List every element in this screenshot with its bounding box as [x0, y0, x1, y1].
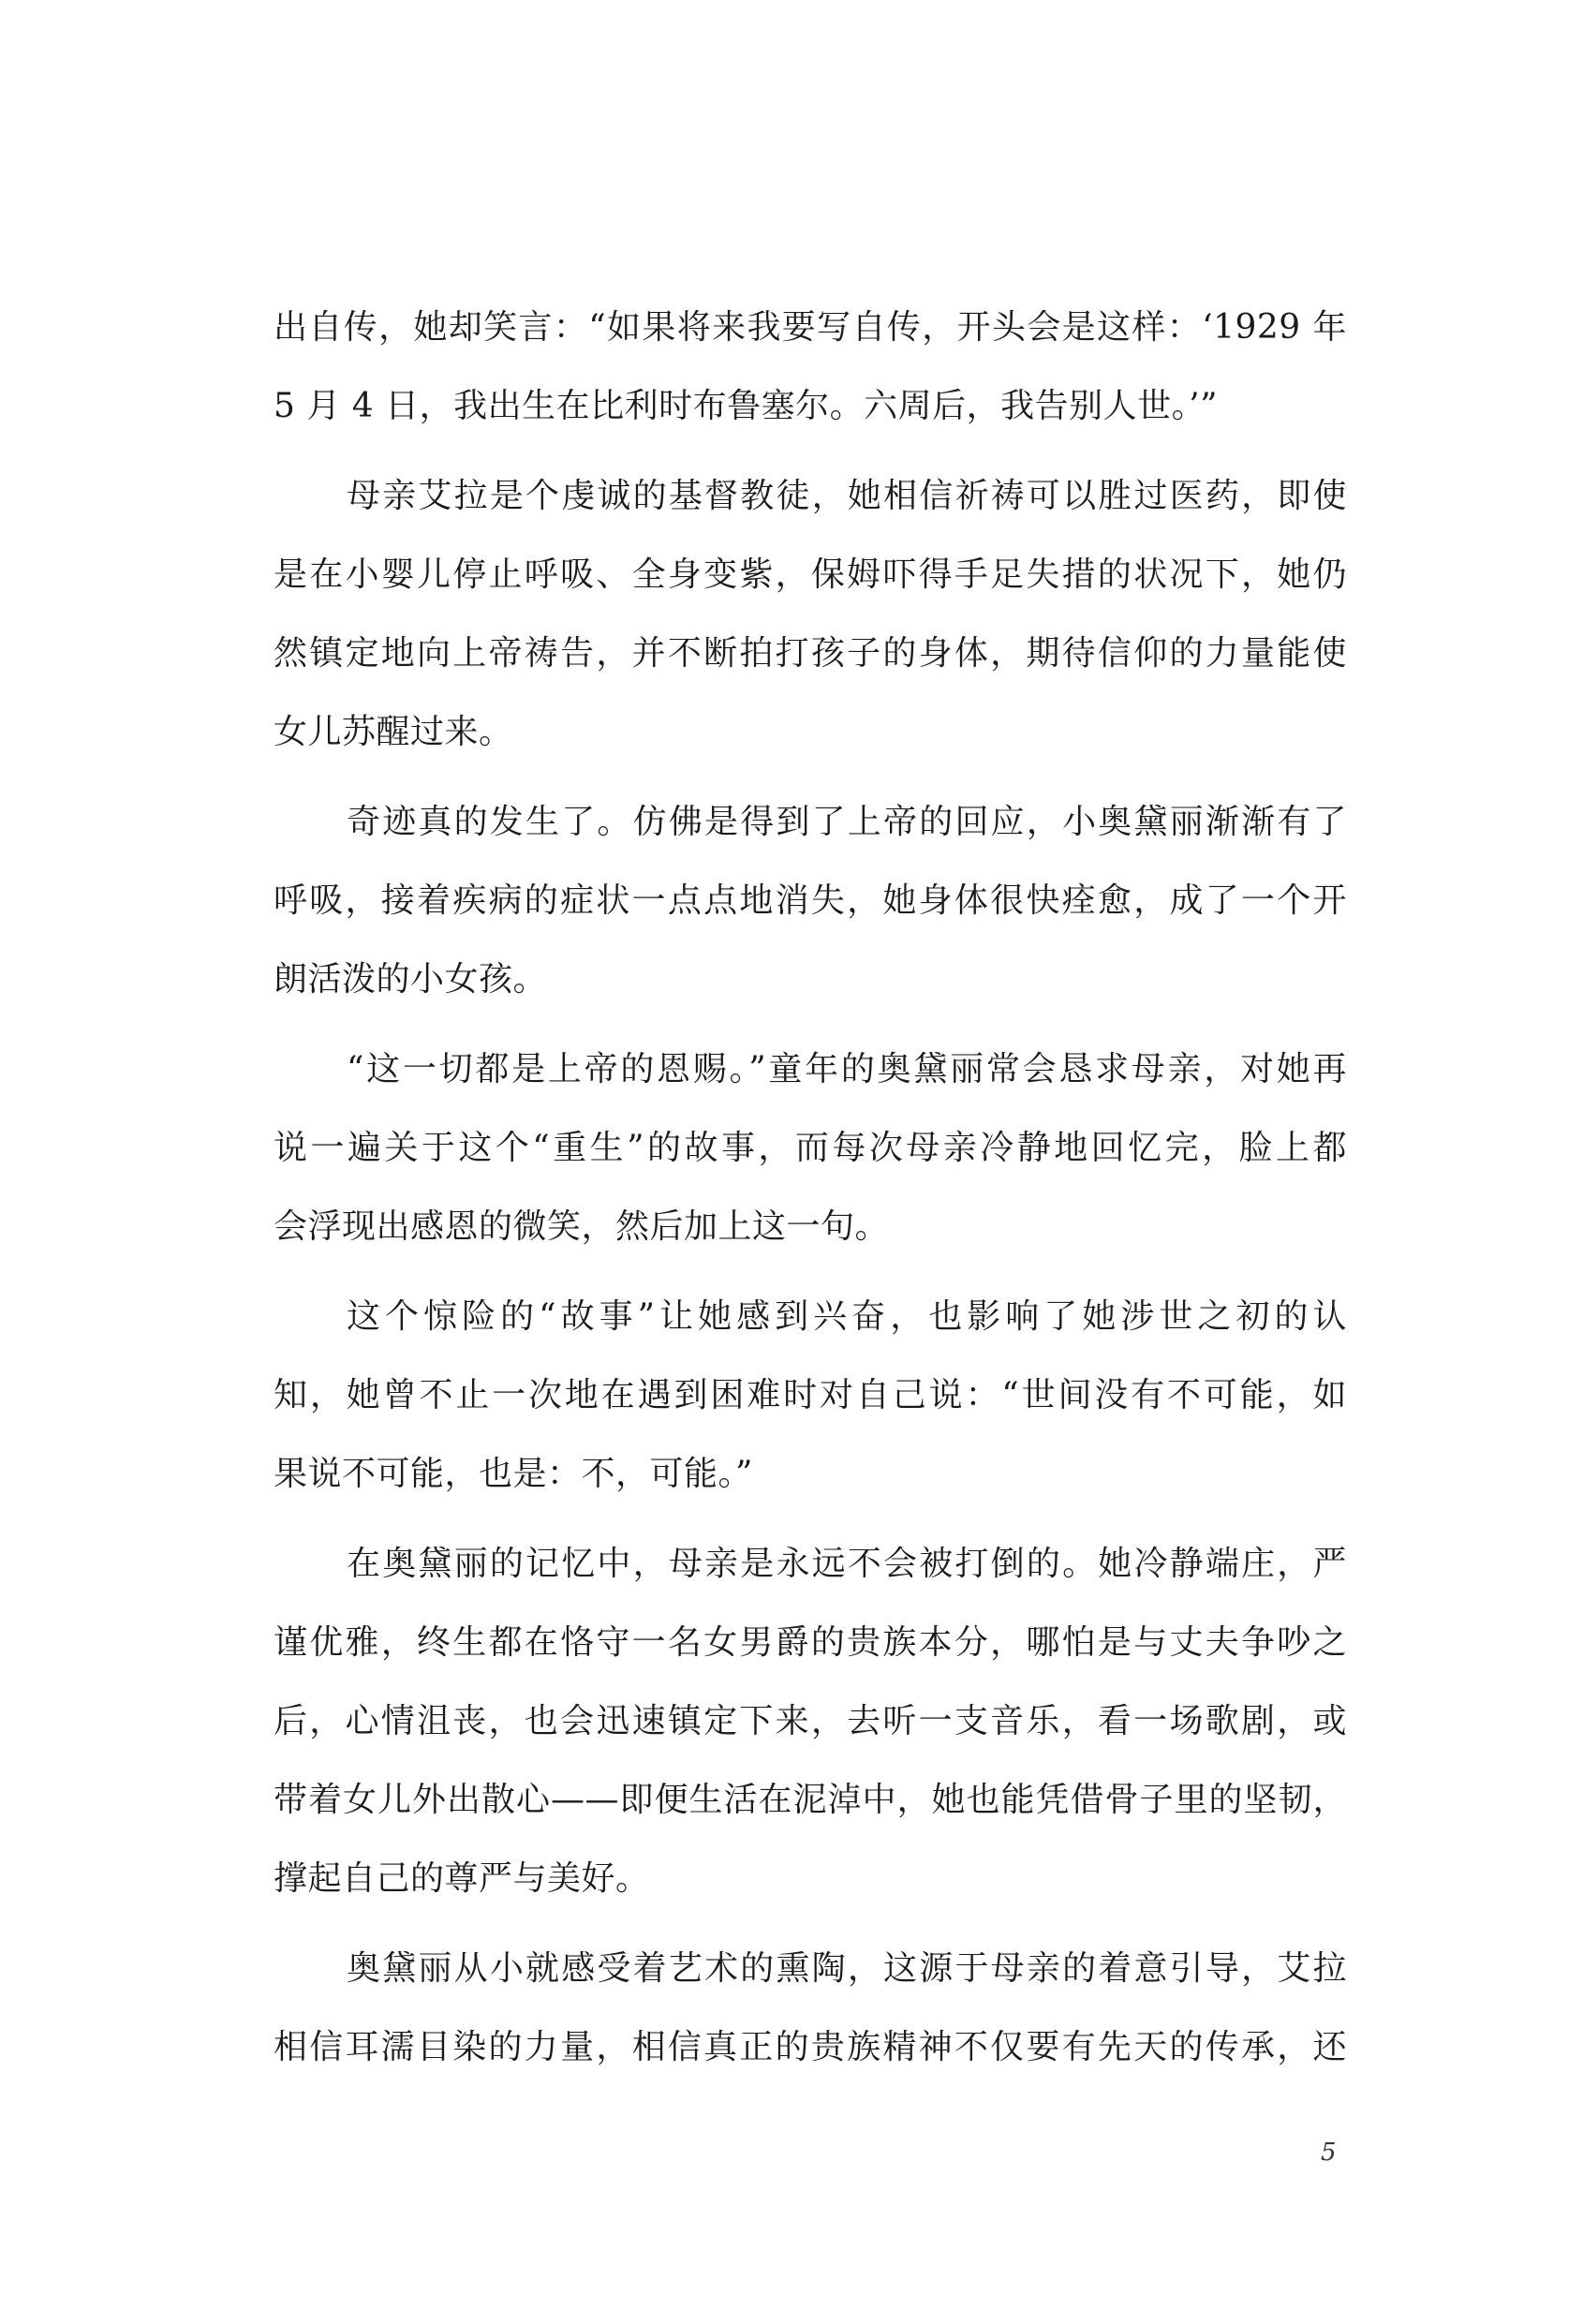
text-line: 是在小婴儿停止呼吸、全身变紫，保姆吓得手足失措的状况下，她仍 — [274, 555, 1347, 594]
text-line: 母亲艾拉是个虔诚的基督教徒，她相信祈祷可以胜过医药，即使 — [347, 477, 1347, 515]
text-line: 出自传，她却笑言：“如果将来我要写自传，开头会是这样：‘1929 年 — [274, 308, 1347, 347]
text-line: 谨优雅，终生都在恪守一名女男爵的贵族本分，哪怕是与丈夫争吵之 — [274, 1623, 1347, 1662]
text-line: 果说不可能，也是：不，可能。” — [274, 1455, 753, 1493]
text-line: 带着女儿外出散心——即便生活在泥淖中，她也能凭借骨子里的坚韧， — [274, 1781, 1347, 1819]
text-line: 奥黛丽从小就感受着艺术的熏陶，这源于母亲的着意引导，艾拉 — [347, 1949, 1347, 1988]
text-line: 这个惊险的“故事”让她感到兴奋，也影响了她涉世之初的认 — [347, 1297, 1347, 1336]
text-line: 女儿苏醒过来。 — [274, 713, 513, 751]
text-line: 撑起自己的尊严与美好。 — [274, 1859, 650, 1898]
page-number: 5 — [1321, 2139, 1337, 2167]
body-text — [274, 307, 1347, 2068]
text-line: 知，她曾不止一次地在遇到困难时对自己说：“世间没有不可能，如 — [274, 1376, 1347, 1414]
text-line: 在奥黛丽的记忆中，母亲是永远不会被打倒的。她冷静端庄，严 — [347, 1545, 1347, 1583]
text-line: 说一遍关于这个“重生”的故事，而每次母亲冷静地回忆完，脸上都 — [274, 1129, 1347, 1167]
text-line: 后，心情沮丧，也会迅速镇定下来，去听一支音乐，看一场歌剧，或 — [274, 1702, 1347, 1740]
text-line: 5 月 4 日，我出生在比利时布鲁塞尔。六周后，我告别人世。’” — [274, 387, 1218, 425]
paragraph — [274, 1544, 1347, 1900]
text-line: “这一切都是上帝的恩赐。”童年的奥黛丽常会恳求母亲，对她再 — [347, 1050, 1347, 1088]
text-line: 朗活泼的小女孩。 — [274, 960, 548, 999]
paragraph — [274, 1296, 1347, 1495]
paragraph — [274, 1049, 1347, 1248]
text-line: 会浮现出感恩的微笑，然后加上这一句。 — [274, 1207, 890, 1246]
paragraph — [274, 1948, 1347, 2068]
paragraph — [274, 476, 1347, 753]
text-line: 奇迹真的发生了。仿佛是得到了上帝的回应，小奥黛丽渐渐有了 — [347, 803, 1347, 841]
text-line: 然镇定地向上帝祷告，并不断拍打孩子的身体，期待信仰的力量能使 — [274, 634, 1347, 673]
text-line: 呼吸，接着疾病的症状一点点地消失，她身体很快痊愈，成了一个开 — [274, 881, 1347, 920]
paragraph — [274, 802, 1347, 1000]
text-line: 相信耳濡目染的力量，相信真正的贵族精神不仅要有先天的传承，还 — [274, 2028, 1347, 2066]
paragraph — [274, 307, 1347, 427]
